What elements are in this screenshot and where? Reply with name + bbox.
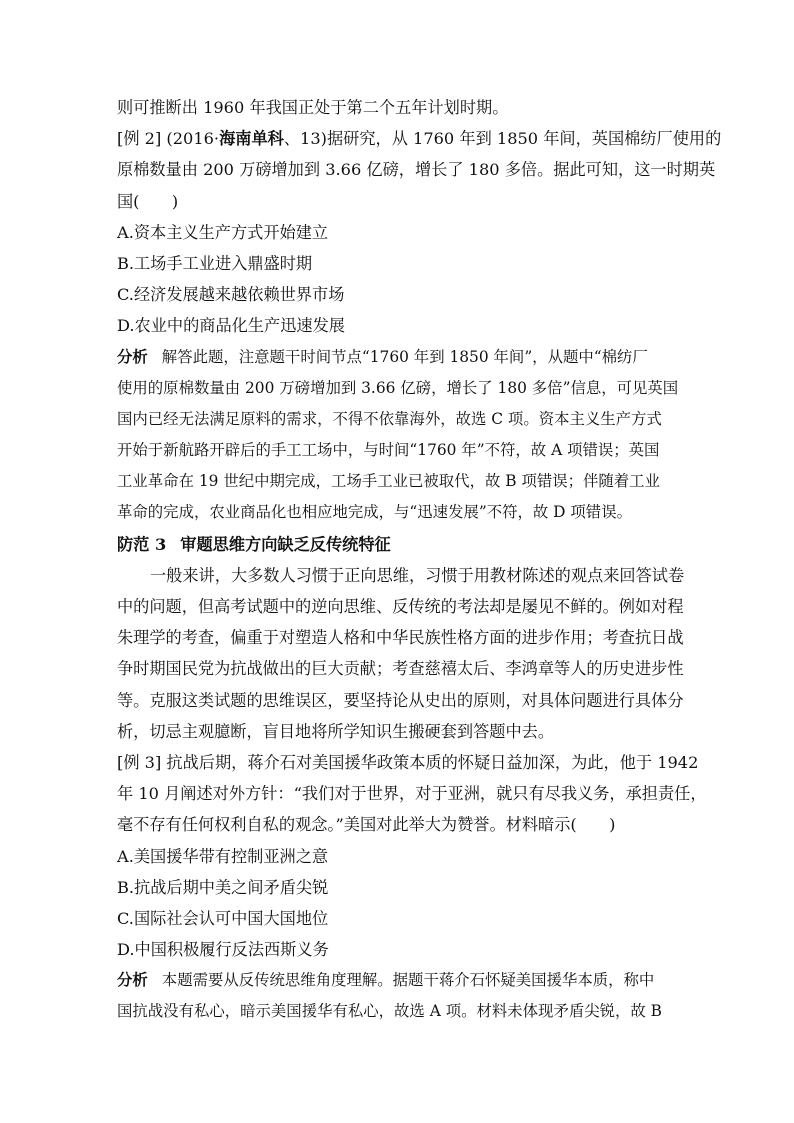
example-3-option-d: D.中国积极履行反法西斯义务	[117, 940, 329, 960]
example-2-source: (2016·海南单科、13)	[166, 129, 327, 149]
example-3-label: [例 3]	[117, 752, 162, 772]
example-2-question-line-1	[117, 123, 722, 154]
document-body	[117, 92, 722, 1028]
example-3-analysis-line-1: 分析 本题需要从反传统思维角度理解。据题干蒋介石怀疑美国援华本质，称中	[117, 971, 655, 990]
section-3-paragraph-line-1: 一般来讲，大多数人习惯于正向思维，习惯于用教材陈述的观点来回答试卷	[150, 565, 685, 585]
example-2-question-line-3: 国( )	[117, 191, 179, 211]
example-2-question-line-2: 原棉数量由 200 万磅增加到 3.66 亿磅，增长了 180 多倍。据此可知，这一时期英	[117, 160, 716, 180]
example-2-analysis-line-4: 开始于新航路开辟后的手工工场中，与时间“1760 年”不符，故 A 项错误；英国	[117, 441, 660, 460]
example-2-option-b: B.工场手工业进入鼎盛时期	[117, 253, 313, 273]
example-2-analysis-line-2: 使用的原棉数量由 200 万磅增加到 3.66 亿磅，增长了 180 多倍”信息，可见英国	[117, 378, 679, 397]
section-3-paragraph-line-2: 中的问题，但高考试题中的逆向思维、反传统的考法却是屡见不鲜的。例如对程	[117, 597, 684, 616]
example-2-analysis-label: 分析	[117, 347, 148, 366]
intro-line: 则可推断出 1960 年我国正处于第二个五年计划时期。	[117, 98, 509, 117]
section-3-label: 防范 3	[117, 534, 167, 554]
example-3-option-c: C.国际社会认可中国大国地位	[117, 908, 329, 928]
section-3-paragraph-line-6: 析，切忌主观臆断，盲目地将所学知识生搬硬套到答题中去。	[117, 721, 555, 741]
example-3-question-line-2: 年 10 月阐述对外方针：“我们对于世界，对于亚洲，就只有尽我义务，承担责任，	[117, 784, 707, 804]
example-2-analysis-line-3: 国内已经无法满足原料的需求，不得不依靠海外，故选 C 项。资本主义生产方式	[117, 409, 662, 428]
example-2-question-text: 据研究，从 1760 年到 1850 年间，英国棉纺厂使用的	[326, 129, 722, 149]
example-3-option-a: A.美国援华带有控制亚洲之意	[117, 846, 329, 866]
example-3-option-b: B.抗战后期中美之间矛盾尖锐	[117, 877, 329, 897]
example-3-question-line-3: 毫不存有任何权利自私的观念。”美国对此举大为赞誉。材料暗示( )	[117, 815, 616, 835]
example-3-analysis-line-2: 国抗战没有私心，暗示美国援华有私心，故选 A 项。材料未体现矛盾尖锐，故 B	[117, 1002, 662, 1021]
section-3-paragraph-line-3: 朱理学的考查，偏重于对塑造人格和中华民族性格方面的进步作用；考查抗日战	[117, 628, 684, 648]
example-2-analysis-line-5: 工业革命在 19 世纪中期完成，工场手工业已被取代，故 B 项错误；伴随着工业	[117, 472, 660, 491]
example-2-analysis-line-6: 革命的完成，农业商品化也相应地完成，与“迅速发展”不符，故 D 项错误。	[117, 503, 632, 522]
example-2-label: [例 2]	[117, 129, 162, 149]
example-2-option-d: D.农业中的商品化生产迅速发展	[117, 316, 345, 336]
section-3-heading	[117, 529, 682, 560]
example-2-option-c: C.经济发展越来越依赖世界市场	[117, 285, 345, 305]
example-2-option-a: A.资本主义生产方式开始建立	[117, 222, 329, 242]
section-3-paragraph-line-4: 争时期国民党为抗战做出的巨大贡献；考查慈禧太后、李鸿章等人的历史进步性	[117, 659, 684, 679]
example-3-question-text: 抗战后期，蒋介石对美国援华政策本质的怀疑日益加深，为此，他于 1942	[166, 752, 699, 772]
example-2-analysis-line-1: 分析 解答此题，注意题干时间节点“1760 年到 1850 年间”，从题中“棉纺厂	[117, 347, 648, 366]
example-3-question-line-1	[117, 747, 699, 778]
section-3-title: 审题思维方向缺乏反传统特征	[180, 534, 391, 554]
section-3-paragraph-line-5: 等。克服这类试题的思维误区，要坚持论从史出的原则，对具体问题进行具体分	[117, 690, 684, 710]
example-3-analysis-label: 分析	[117, 971, 148, 990]
